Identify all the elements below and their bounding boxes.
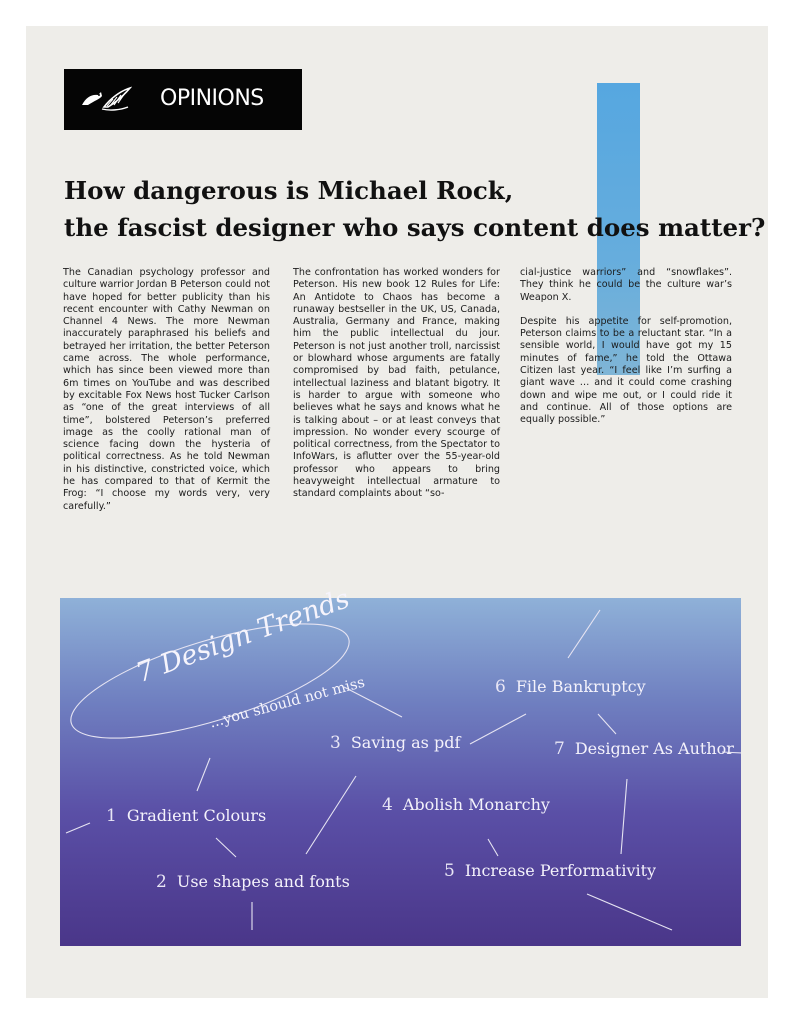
headline xyxy=(64,172,764,246)
trend-label: Saving as pdf xyxy=(350,733,461,752)
trend-item xyxy=(382,795,550,815)
trend-item xyxy=(554,739,734,759)
trends-title: 7 Design Trends xyxy=(132,583,354,690)
trend-label: Increase Performativity xyxy=(464,861,657,880)
trends-subtitle: ...you should not miss xyxy=(208,674,367,732)
article-paragraph: Despite his appetite for self-promotion, Peterson claims to be a reluctant star. “In a sensible world, I would have got my 15 minutes of fame,” he told the Ottawa Citizen last year. “I feel like I’m surfing a giant wave … and it could come crashing down and wipe me out, or I could ride it and continue. All of those options are equally possible.” xyxy=(520,315,732,426)
trend-number: 6 xyxy=(495,677,506,697)
section-label: OPINIONS xyxy=(160,86,264,111)
trend-number: 2 xyxy=(156,872,167,892)
article-column-3 xyxy=(520,267,732,439)
trend-number: 5 xyxy=(444,861,455,881)
article-paragraph: cial-justice warriors” and “snowflakes”. They think he could be the culture war’s Weapon X. xyxy=(520,267,732,303)
trend-item xyxy=(495,677,646,697)
section-masthead xyxy=(64,69,302,130)
article-column-2 xyxy=(293,267,500,513)
trend-item xyxy=(444,861,656,881)
trend-number: 7 xyxy=(554,739,565,759)
trend-label: Use shapes and fonts xyxy=(176,872,350,891)
design-trends-panel xyxy=(60,583,741,946)
article-paragraph: The Canadian psychology professor and culture warrior Jordan B Peterson could not have hoped for better publicity than his recent encounter with Cathy Newman on Channel 4 News. The more Newman inaccurately paraphrased his beliefs and betrayed her irritation, the better Peterson came across. The whole performance, which has since been viewed more than 6m times on YouTube and was described by excitable Fox News host Tucker Carlson as “one of the great interviews of all time”, bolstered Peterson’s preferred image as the coolly rational man of science facing down the hysteria of political correctness. As he told Newman in his distinctive, constricted voice, which he has compared to that of Kermit the Frog: “I choose my words very, very carefully.” xyxy=(63,267,270,512)
trend-label: File Bankruptcy xyxy=(515,677,646,696)
headline-line-2: the fascist designer who says content does matter? xyxy=(64,213,766,242)
trend-label: Designer As Author xyxy=(574,739,734,758)
article-column-1 xyxy=(63,267,270,525)
trend-number: 1 xyxy=(106,806,117,826)
trend-item xyxy=(330,733,460,753)
trend-label: Abolish Monarchy xyxy=(402,795,550,814)
trend-label: Gradient Colours xyxy=(126,806,267,825)
article-paragraph: The confrontation has worked wonders for Peterson. His new book 12 Rules for Life: An Antidote to Chaos has become a runaway bestseller in the UK, US, Canada, Australia, Germany and France, making him the public intellectual du jour. Peterson is not just another troll, narcissist or blowhard whose arguments are fatally compromised by bad faith, petulance, intellectual laziness and blatant bigotry. It is harder to argue with someone who believes what he says and knows what he is talking about – or at least conveys that impression. No wonder every scourge of political correctness, from the Spectator to InfoWars, is aflutter over the 55-year-old professor who appears to bring heavyweight intellectual armature to standard complaints about “so- xyxy=(293,267,500,500)
trend-number: 3 xyxy=(330,733,341,753)
ink-bird-and-quill-icon xyxy=(80,85,132,113)
headline-line-1: How dangerous is Michael Rock, xyxy=(64,176,514,205)
trend-item xyxy=(156,872,350,892)
trend-item xyxy=(106,806,266,826)
trend-number: 4 xyxy=(382,795,393,815)
